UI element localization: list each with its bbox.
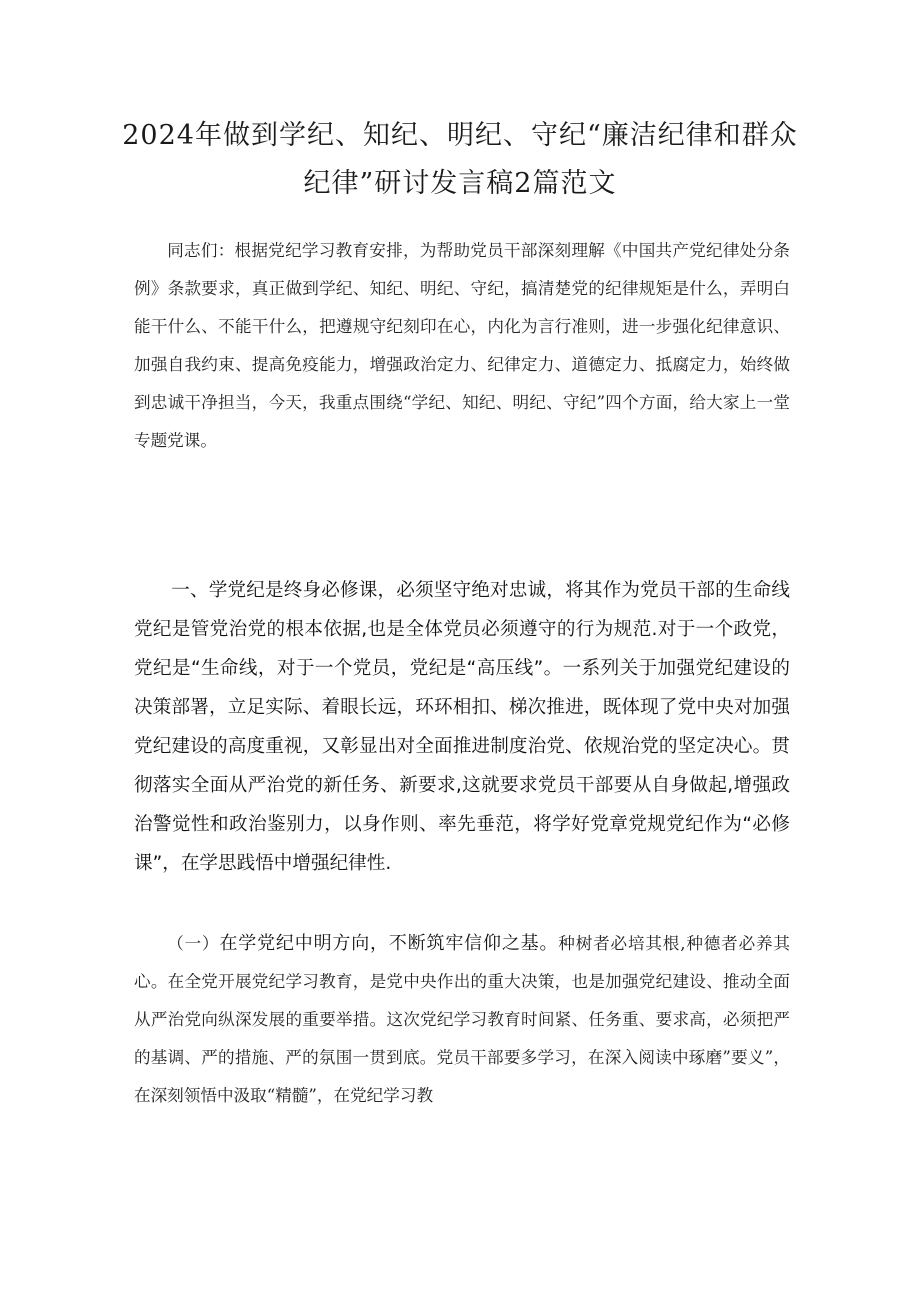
subsection-one-marker: （一） [167, 934, 220, 953]
section-one-paragraph: 一、学党纪是终身必修课，必须坚守绝对忠诚，将其作为党员干部的生命线党纪是管党治党的根本依据,也是全体党员必须遵守的行为规范.对于一个政党，党纪是“生命线，对于一个党员，党纪是“高压线”。一系列关于加强党纪建设的决策部署，立足实际、着眼长远，环环相扣、梯次推进，既体现了党中央对加强党纪建设的高度重视，又彰显出对全面推进制度治党、依规治党的坚定决心。贯彻落实全面从严治党的新任务、新要求,这就要求党员干部要从自身做起,增强政治警觉性和政治鉴别力，以身作则、率先垂范，将学好党章党规党纪作为“必修课”，在学思践悟中增强纪律性. [134, 580, 790, 874]
subsection-one-body: 种树者必培其根,种德者必养其心。在全党开展党纪学习教育，是党中央作出的重大决策，也是加强党纪建设、推动全面从严治党向纵深发展的重要举措。这次党纪学习教育时间紧、任务重、要求高，必须把严的基调、严的措施、严的氛围一贯到底。党员干部要多学习，在深入阅读中琢磨”要义”，在深刻领悟中汲取“精髓”，在党纪学习教 [134, 934, 791, 1105]
document-title: 2024年做到学纪、知纪、明纪、守纪“廉洁纪律和群众纪律”研讨发言稿2篇范文 [122, 120, 798, 199]
subsection-one-heading: 在学党纪中明方向，不断筑牢信仰之基。 [219, 933, 559, 954]
subsection-one-paragraph [134, 925, 790, 1115]
intro-paragraph: 同志们：根据党纪学习教育安排，为帮助党员干部深刻理解《中国共产党纪律处分条例》条款要求，真正做到学纪、知纪、明纪、守纪，搞清楚党的纪律规矩是什么，弄明白能干什么、不能干什么，把遵规守纪刻印在心，内化为言行准则，进一步强化纪律意识、加强自我约束、提高免疫能力，增强政治定力、纪律定力、道德定力、抵腐定力，始终做到忠诚干净担当，今天，我重点围绕“学纪、知纪、明纪、守纪”四个方面，给大家上一堂专题党课。 [134, 241, 790, 450]
